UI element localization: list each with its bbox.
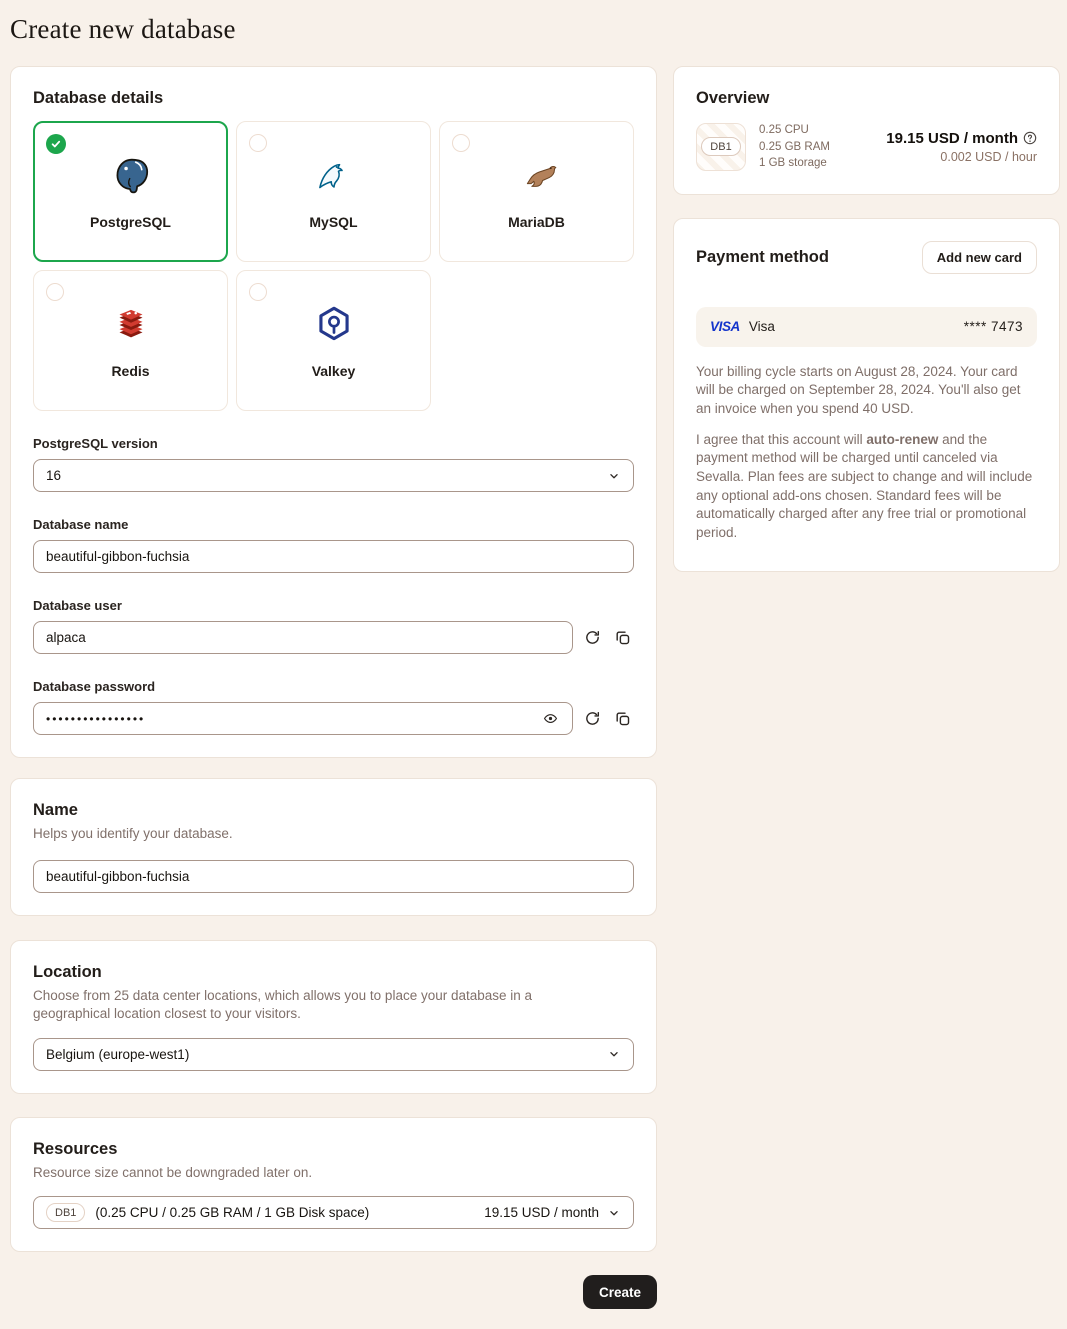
engine-label: Redis xyxy=(111,363,150,379)
database-details-card xyxy=(10,66,657,758)
regenerate-password-button[interactable] xyxy=(581,707,605,731)
engine-label: PostgreSQL xyxy=(90,214,171,230)
payment-title: Payment method xyxy=(696,247,829,266)
copy-password-button[interactable] xyxy=(610,707,634,731)
page-title: Create new database xyxy=(10,14,236,44)
engine-tile-valkey[interactable] xyxy=(236,270,431,411)
plan-badge: DB1 xyxy=(701,137,740,156)
copy-icon xyxy=(614,629,631,646)
card-last4: **** 7473 xyxy=(963,319,1023,334)
copy-icon xyxy=(614,710,631,727)
location-select[interactable] xyxy=(33,1038,634,1071)
database-password-label: Database password xyxy=(33,679,156,694)
price-per-hour: 0.002 USD / hour xyxy=(940,149,1037,164)
database-password-input[interactable]: •••••••••••••••• xyxy=(33,702,573,735)
radio-circle-icon xyxy=(249,283,267,301)
resources-title: Resources xyxy=(33,1139,118,1158)
name-card-title: Name xyxy=(33,801,78,819)
radio-circle-icon xyxy=(452,134,470,152)
database-name-label: Database name xyxy=(33,517,129,532)
version-select-value: 16 xyxy=(46,468,62,483)
chevron-down-icon xyxy=(607,469,621,483)
engine-tile-postgresql[interactable] xyxy=(33,121,228,262)
payment-method-card xyxy=(673,218,1060,572)
visa-logo-icon: VISA xyxy=(710,319,740,334)
resources-card xyxy=(10,1117,657,1253)
engine-label: Valkey xyxy=(311,363,356,379)
database-details-title: Database details xyxy=(33,89,164,107)
radio-circle-icon xyxy=(46,283,64,301)
database-name-input[interactable]: beautiful-gibbon-fuchsia xyxy=(33,540,634,573)
plan-tile xyxy=(696,123,746,171)
location-title: Location xyxy=(33,962,102,981)
location-description: Choose from 25 data center locations, which allows you to place your database in a geographical location closest to your visitors. xyxy=(33,987,533,1021)
add-new-card-button[interactable]: Add new card xyxy=(922,241,1037,274)
mysql-icon xyxy=(311,153,357,199)
engine-tile-mariadb[interactable] xyxy=(439,121,634,262)
database-user-label: Database user xyxy=(33,598,122,613)
engine-label: MySQL xyxy=(309,214,358,230)
chevron-down-icon xyxy=(607,1206,621,1220)
radio-circle-icon xyxy=(249,134,267,152)
name-card-subtitle: Helps you identify your database. xyxy=(33,826,233,841)
spec-cpu: 0.25 CPU xyxy=(759,124,809,136)
check-circle-icon xyxy=(46,134,66,154)
auto-renew-bold: auto-renew xyxy=(866,431,939,447)
engine-tile-redis[interactable] xyxy=(33,270,228,411)
price-per-month: 19.15 USD / month xyxy=(886,129,1018,147)
mariadb-icon xyxy=(514,153,560,199)
refresh-icon xyxy=(584,710,601,727)
spec-storage: 1 GB storage xyxy=(759,157,827,169)
version-select[interactable] xyxy=(33,459,634,492)
refresh-icon xyxy=(584,629,601,646)
version-label: PostgreSQL version xyxy=(33,436,158,451)
create-button[interactable]: Create xyxy=(583,1275,657,1309)
redis-icon xyxy=(108,302,154,348)
auto-renew-agreement-text: I agree that this account will auto-renew and the payment method will be charged until canceled via Sevalla. Plan fees are subject to change and will include any optional add-ons chosen. Standard fees will be automatically charged after any free trial or promotional period. xyxy=(696,431,1033,541)
overview-card xyxy=(673,66,1060,195)
saved-card-row[interactable] xyxy=(696,307,1037,347)
database-user-input[interactable]: alpaca xyxy=(33,621,573,654)
card-brand: Visa xyxy=(748,319,775,334)
billing-cycle-text: Your billing cycle starts on August 28, 2024. Your card will be charged on September 28, 2024. You'll also get an invoice when you spend 40 USD. xyxy=(696,363,1021,416)
resources-subtitle: Resource size cannot be downgraded later on. xyxy=(33,1164,313,1180)
valkey-icon xyxy=(311,302,357,348)
help-icon[interactable] xyxy=(1023,131,1037,145)
display-name-input[interactable]: beautiful-gibbon-fuchsia xyxy=(33,860,634,893)
engine-grid xyxy=(33,121,634,411)
show-password-button[interactable] xyxy=(539,707,563,731)
location-card xyxy=(10,940,657,1094)
spec-ram: 0.25 GB RAM xyxy=(759,140,830,153)
eye-icon xyxy=(543,711,558,726)
chevron-down-icon xyxy=(607,1047,621,1061)
engine-tile-mysql[interactable] xyxy=(236,121,431,262)
name-card xyxy=(10,778,657,916)
overview-specs xyxy=(759,122,830,172)
copy-user-button[interactable] xyxy=(610,626,634,650)
location-select-value: Belgium (europe-west1) xyxy=(46,1046,190,1062)
plan-badge: DB1 xyxy=(46,1203,85,1222)
plan-specs: (0.25 CPU / 0.25 GB RAM / 1 GB Disk space) xyxy=(95,1205,370,1220)
postgresql-icon xyxy=(108,153,154,199)
resource-size-select[interactable] xyxy=(33,1196,634,1229)
engine-label: MariaDB xyxy=(508,214,565,230)
overview-title: Overview xyxy=(696,89,770,107)
plan-price: 19.15 USD / month xyxy=(484,1205,599,1220)
regenerate-user-button[interactable] xyxy=(581,626,605,650)
